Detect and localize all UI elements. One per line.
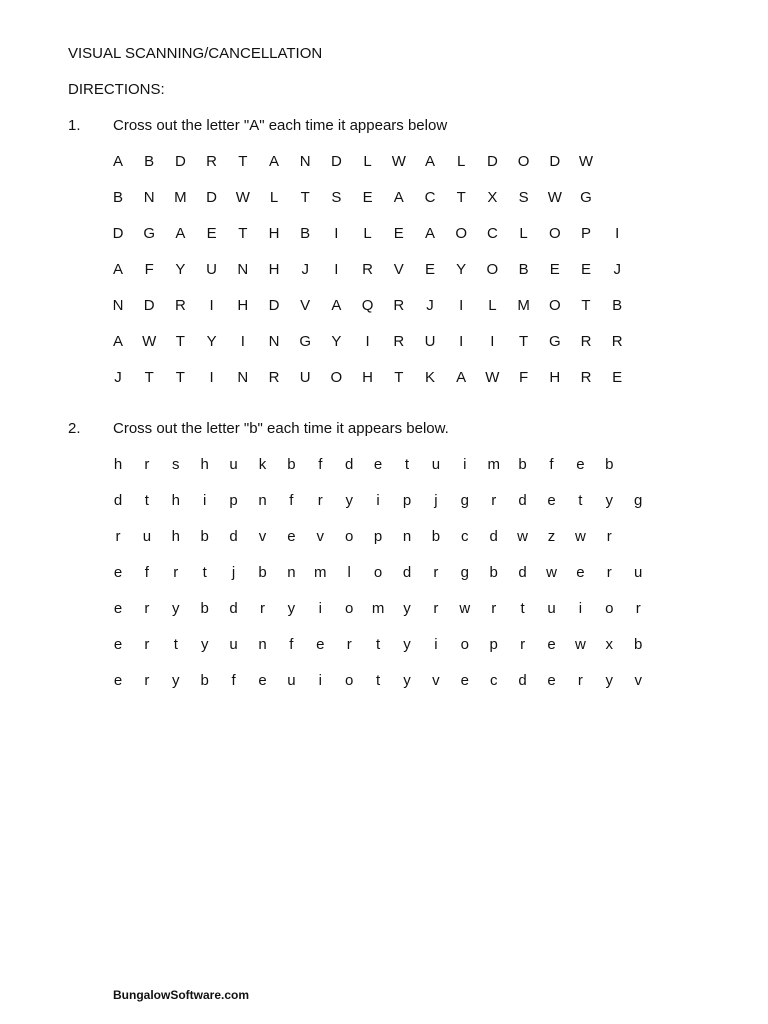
letter-cell[interactable]: w [574,636,586,653]
letter-cell[interactable]: w [574,528,586,545]
letter-cell[interactable]: D [549,153,561,170]
letter-cell[interactable]: b [200,672,209,689]
letter-cell[interactable]: r [144,456,150,473]
letter-cell[interactable]: e [576,564,585,581]
letter-cell[interactable]: A [456,369,467,386]
letter-cell[interactable]: I [334,261,339,278]
letter-cell[interactable]: f [231,672,236,689]
letter-cell[interactable]: i [376,492,380,509]
letter-cell[interactable]: f [549,456,554,473]
letter-cell[interactable]: A [424,153,435,170]
letter-cell[interactable]: u [634,564,643,581]
letter-cell[interactable]: U [206,261,218,278]
letter-cell[interactable]: d [489,528,498,545]
letter-cell[interactable]: I [490,333,495,350]
letter-cell[interactable]: u [431,456,441,473]
letter-cell[interactable]: b [518,456,527,473]
letter-cell[interactable]: O [517,153,530,170]
letter-cell[interactable]: B [144,153,155,170]
letter-cell[interactable]: u [229,456,238,473]
letter-cell[interactable]: N [143,189,155,206]
letter-cell[interactable]: A [112,261,123,278]
letter-cell[interactable]: n [258,492,267,509]
letter-cell[interactable]: R [611,333,623,350]
letter-cell[interactable]: e [547,672,556,689]
letter-cell[interactable]: R [362,261,374,278]
letter-cell[interactable]: y [403,600,411,617]
letter-cell[interactable]: t [376,672,381,689]
letter-cell[interactable]: b [287,456,296,473]
letter-cell[interactable]: N [112,297,124,314]
footer-website: BungalowSoftware.com [113,988,250,1002]
letter-cell[interactable]: h [171,492,180,509]
letter-cell[interactable]: u [547,600,556,617]
letter-cell[interactable]: A [112,333,123,350]
letter-cell[interactable]: r [577,672,583,689]
letter-cell[interactable]: H [362,369,374,386]
letter-cell[interactable]: L [269,189,279,206]
letter-cell[interactable]: O [455,225,468,242]
letter-cell[interactable]: h [200,456,209,473]
letter-cell[interactable]: e [460,672,469,689]
letter-cell[interactable]: b [605,456,614,473]
letter-cell[interactable]: E [424,261,435,278]
letter-cell[interactable]: f [289,492,294,509]
letter-cell[interactable]: d [518,492,527,509]
letter-cell[interactable]: m [487,456,500,473]
letter-cell[interactable]: t [202,564,207,581]
letter-cell[interactable]: A [331,297,342,314]
letter-cell[interactable]: D [174,153,186,170]
letter-cell[interactable]: t [578,492,583,509]
letter-cell[interactable]: w [546,564,557,581]
letter-cell[interactable]: m [314,564,327,581]
letter-cell[interactable]: E [206,225,217,242]
letter-cell[interactable]: f [318,456,323,473]
letter-cell[interactable]: l [347,564,351,581]
letter-cell[interactable]: r [346,636,352,653]
letter-cell[interactable]: O [486,261,499,278]
letter-cell[interactable]: D [206,189,218,206]
letter-cell[interactable]: S [331,189,342,206]
letter-cell[interactable]: e [547,636,556,653]
letter-cell[interactable]: C [486,225,498,242]
letter-cell[interactable]: w [517,528,529,545]
letter-cell[interactable]: u [229,636,238,653]
letter-cell[interactable]: v [634,672,642,689]
letter-cell[interactable]: d [345,456,354,473]
letter-cell[interactable]: H [268,261,280,278]
letter-cell[interactable]: T [175,369,185,386]
letter-cell[interactable]: G [580,189,592,206]
letter-cell[interactable]: Y [206,333,217,350]
letter-cell[interactable]: p [373,528,383,545]
letter-cell[interactable]: E [362,189,373,206]
letter-cell[interactable]: T [144,369,154,386]
letter-cell[interactable]: W [391,153,406,170]
letter-cell[interactable]: c [461,528,469,545]
letter-cell[interactable]: n [287,564,296,581]
letter-cell[interactable]: d [518,672,527,689]
letter-cell[interactable]: g [460,492,469,509]
letter-cell[interactable]: p [402,492,412,509]
letter-cell[interactable]: o [605,600,614,617]
letter-cell[interactable]: M [517,297,530,314]
letter-cell[interactable]: I [459,297,464,314]
letter-cell[interactable]: i [434,636,438,653]
letter-cell[interactable]: I [365,333,370,350]
letter-cell[interactable]: e [258,672,267,689]
letter-cell[interactable]: j [231,564,236,581]
question-1-number: 1. [68,117,81,134]
letter-cell[interactable]: r [173,564,179,581]
letter-cell[interactable]: D [486,153,498,170]
letter-cell[interactable]: b [431,528,441,545]
worksheet-title: VISUAL SCANNING/CANCELLATION [68,45,323,62]
letter-cell[interactable]: Q [361,297,374,314]
letter-cell[interactable]: I [459,333,464,350]
letter-cell[interactable]: r [635,600,641,617]
letter-cell[interactable]: I [209,369,214,386]
letter-cell[interactable]: T [238,153,248,170]
letter-cell[interactable]: h [171,528,180,545]
letter-cell[interactable]: y [403,672,411,689]
letter-cell[interactable]: E [612,369,623,386]
letter-cell[interactable]: N [299,153,311,170]
question-2-text: Cross out the letter "b" each time it appears below. [113,420,449,437]
letter-cell[interactable]: y [200,636,209,653]
letter-cell[interactable]: N [268,333,280,350]
letter-cell[interactable]: u [142,528,152,545]
letter-cell[interactable]: t [173,636,178,653]
letter-cell[interactable]: G [143,225,156,242]
letter-cell[interactable]: S [518,189,529,206]
letter-cell[interactable]: I [240,333,245,350]
letter-cell[interactable]: U [299,369,311,386]
letter-cell[interactable]: D [112,225,124,242]
letter-cell[interactable]: N [237,369,249,386]
letter-cell[interactable]: v [258,528,267,545]
letter-cell[interactable]: I [334,225,339,242]
letter-cell[interactable]: d [113,492,123,509]
letter-cell[interactable]: J [426,297,434,314]
letter-cell[interactable]: r [260,600,265,617]
letter-cell[interactable]: R [580,333,592,350]
letter-cell[interactable]: O [548,297,561,314]
letter-cell[interactable]: b [489,564,498,581]
letter-cell[interactable]: y [287,600,296,617]
letter-cell[interactable]: v [316,528,325,545]
letter-cell[interactable]: s [172,456,180,473]
letter-cell[interactable]: L [488,297,497,314]
letter-cell[interactable]: o [345,672,354,689]
letter-cell[interactable]: i [203,492,207,509]
letter-cell[interactable]: r [144,600,150,617]
letter-cell[interactable]: R [393,333,405,350]
directions-label: DIRECTIONS: [68,81,165,98]
letter-cell[interactable]: B [300,225,311,242]
letter-cell[interactable]: T [238,225,248,242]
letter-cell[interactable]: o [460,636,469,653]
letter-cell[interactable]: Y [175,261,186,278]
letter-cell[interactable]: i [318,600,322,617]
letter-cell[interactable]: r [144,672,150,689]
letter-cell[interactable]: R [393,297,405,314]
letter-cell[interactable]: e [547,492,556,509]
letter-cell[interactable]: H [268,225,280,242]
letter-cell[interactable]: T [175,333,185,350]
letter-cell[interactable]: m [371,600,385,617]
letter-cell[interactable]: D [330,153,342,170]
letter-cell[interactable]: A [175,225,186,242]
letter-cell[interactable]: y [605,672,614,689]
letter-cell[interactable]: P [580,225,591,242]
letter-cell[interactable]: W [578,153,594,170]
letter-cell[interactable]: e [113,600,123,617]
letter-cell[interactable]: r [433,564,439,581]
letter-cell[interactable]: f [144,564,149,581]
letter-cell[interactable]: d [229,528,238,545]
letter-cell[interactable]: M [174,189,187,206]
letter-cell[interactable]: I [209,297,214,314]
letter-cell[interactable]: d [518,564,527,581]
letter-cell[interactable]: e [113,672,123,689]
letter-cell[interactable]: y [172,672,180,689]
letter-cell[interactable]: p [229,492,238,509]
letter-cell[interactable]: b [258,564,267,581]
letter-cell[interactable]: r [520,636,526,653]
letter-cell[interactable]: i [318,672,322,689]
letter-cell[interactable]: Y [331,333,342,350]
letter-cell[interactable]: d [402,564,412,581]
letter-cell[interactable]: B [112,189,123,206]
letter-cell[interactable]: r [433,600,439,617]
letter-cell[interactable]: y [403,636,411,653]
letter-cell[interactable]: v [432,672,440,689]
letter-cell[interactable]: O [548,225,561,242]
letter-cell[interactable]: O [330,369,343,386]
letter-cell[interactable]: d [229,600,238,617]
letter-cell[interactable]: t [404,456,410,473]
letter-cell[interactable]: i [578,600,583,617]
letter-cell[interactable]: u [287,672,296,689]
letter-cell[interactable]: o [345,528,354,545]
letter-cell[interactable]: X [487,189,498,206]
letter-cell[interactable]: B [612,297,623,314]
letter-cell[interactable]: L [363,225,372,242]
letter-cell[interactable]: K [424,369,435,386]
letter-cell[interactable]: A [393,189,404,206]
letter-cell[interactable]: J [301,261,309,278]
letter-cell[interactable]: e [113,564,123,581]
letter-cell[interactable]: L [457,153,466,170]
letter-cell[interactable]: t [144,492,149,509]
letter-cell[interactable]: t [520,600,525,617]
letter-cell[interactable]: o [345,600,354,617]
letter-cell[interactable]: B [518,261,529,278]
letter-cell[interactable]: G [299,333,312,350]
letter-cell[interactable]: e [113,636,123,653]
letter-cell[interactable]: r [317,492,323,509]
letter-cell[interactable]: W [547,189,562,206]
letter-cell[interactable]: r [606,528,612,545]
letter-cell[interactable]: R [580,369,592,386]
letter-cell[interactable]: N [237,261,249,278]
letter-cell[interactable]: F [144,261,154,278]
letter-cell[interactable]: A [268,153,279,170]
letter-cell[interactable]: y [345,492,353,509]
letter-cell[interactable]: D [268,297,280,314]
question-2-number: 2. [68,420,81,437]
question-1-text: Cross out the letter "A" each time it appears below [113,117,448,134]
letter-cell[interactable]: f [289,636,294,653]
letter-cell[interactable]: w [459,600,471,617]
letter-cell[interactable]: e [316,636,325,653]
letter-cell[interactable]: c [489,672,498,689]
letter-cell[interactable]: V [300,297,311,314]
letter-cell[interactable]: T [581,297,591,314]
letter-cell[interactable]: J [613,261,621,278]
letter-cell[interactable]: g [460,564,469,581]
letter-cell[interactable]: H [549,369,561,386]
letter-cell[interactable]: G [548,333,561,350]
letter-cell[interactable]: R [268,369,280,386]
letter-cell[interactable]: C [424,189,436,206]
letter-cell[interactable]: e [373,456,383,473]
letter-cell[interactable]: E [393,225,404,242]
letter-cell[interactable]: b [200,528,209,545]
letter-cell[interactable]: T [300,189,310,206]
letter-cell[interactable]: o [373,564,383,581]
letter-cell[interactable]: T [456,189,466,206]
letter-cell[interactable]: R [206,153,218,170]
letter-cell[interactable]: r [115,528,121,545]
letter-cell[interactable]: E [549,261,560,278]
letter-cell[interactable]: y [172,600,180,617]
letter-cell[interactable]: D [143,297,155,314]
letter-cell[interactable]: b [634,636,643,653]
letter-cell[interactable]: k [258,456,267,473]
letter-cell[interactable]: x [605,636,614,653]
letter-cell[interactable]: T [394,369,404,386]
letter-cell[interactable]: Y [456,261,467,278]
letter-cell[interactable]: L [519,225,528,242]
letter-cell[interactable]: T [519,333,529,350]
letter-cell[interactable]: J [114,369,122,386]
letter-cell[interactable]: z [547,528,556,545]
letter-cell[interactable]: i [463,456,467,473]
letter-cell[interactable]: H [237,297,249,314]
letter-cell[interactable]: L [363,153,372,170]
letter-cell[interactable]: t [376,636,381,653]
letter-cell[interactable]: F [519,369,529,386]
letter-cell[interactable]: W [142,333,157,350]
letter-cell[interactable]: j [434,492,438,509]
letter-cell[interactable]: h [113,456,123,473]
letter-cell[interactable]: V [393,261,404,278]
letter-cell[interactable]: A [424,225,435,242]
letter-cell[interactable]: U [424,333,436,350]
letter-cell[interactable]: n [258,636,267,653]
letter-cell[interactable]: r [144,636,150,653]
letter-cell[interactable]: p [489,636,498,653]
letter-cell[interactable]: g [634,492,643,509]
letter-cell[interactable]: y [605,492,614,509]
letter-cell[interactable]: e [287,528,296,545]
letter-cell[interactable]: A [112,153,123,170]
letter-cell[interactable]: e [576,456,585,473]
letter-cell[interactable]: E [580,261,591,278]
letter-cell[interactable]: W [235,189,250,206]
letter-cell[interactable]: r [606,564,612,581]
letter-cell[interactable]: b [200,600,209,617]
letter-cell[interactable]: r [491,600,497,617]
letter-cell[interactable]: n [402,528,412,545]
letter-cell[interactable]: I [615,225,620,242]
letter-cell[interactable]: W [485,369,500,386]
letter-cell[interactable]: r [491,492,497,509]
letter-cell[interactable]: R [174,297,186,314]
